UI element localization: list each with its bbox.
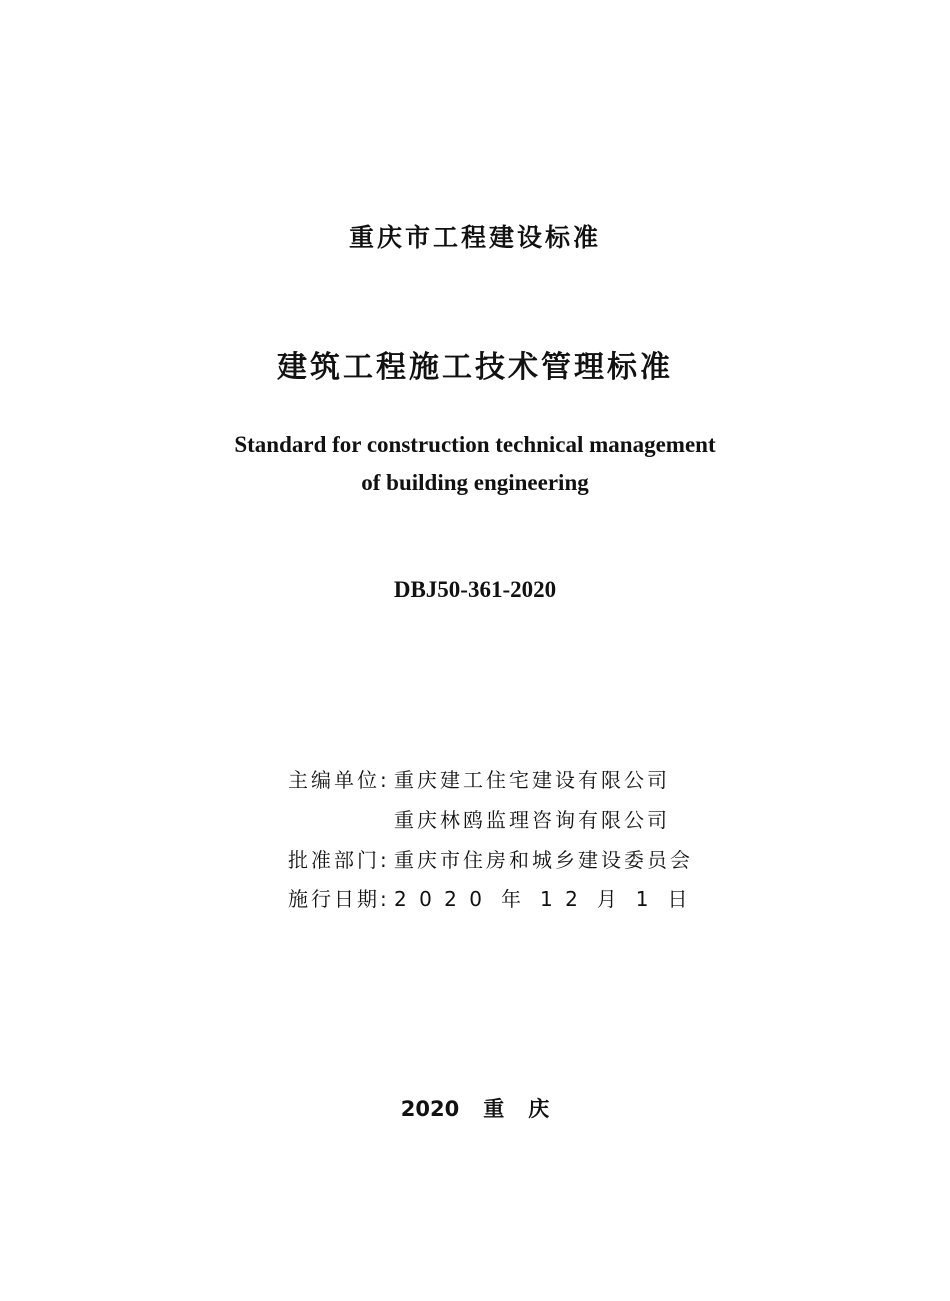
year-unit: 年 [500,887,524,911]
standard-series-title: 重庆市工程建设标准 [348,223,601,252]
document-title-english-line-2: of building engineering [361,470,589,495]
approver-value: 重庆市住房和城乡建设委员会 [394,848,693,872]
approver-label: 批准部门: [288,848,390,872]
effective-day: 1 [635,887,652,911]
chief-editor-1: 重庆建工住宅建设有限公司 [394,768,670,792]
standard-code: DBJ50-361-2020 [393,577,557,602]
publication-footer [0,1094,950,1124]
effective-month: 1 2 [539,887,581,911]
chief-editor-row-2 [288,805,670,835]
document-title-english-line-1: Standard for construction technical management [234,432,716,457]
chief-editor-2: 重庆林鸥监理咨询有限公司 [394,808,670,832]
publication-city-char-1: 重 [483,1097,505,1121]
effective-year: 2 0 2 0 [394,887,485,911]
chief-editor-row [288,765,670,795]
chief-editor-label: 主编单位: [288,768,390,792]
month-unit: 月 [596,887,620,911]
publication-year: 2020 [400,1097,460,1121]
document-title-chinese: 建筑工程施工技术管理标准 [277,350,673,385]
day-unit: 日 [667,887,691,911]
effective-date-row [288,884,691,914]
publication-city-char-2: 庆 [528,1097,550,1121]
approver-row [288,845,693,875]
effective-date-label: 施行日期: [288,887,390,911]
effective-date-value [394,884,691,914]
chief-editor-label-spacer [288,805,394,835]
